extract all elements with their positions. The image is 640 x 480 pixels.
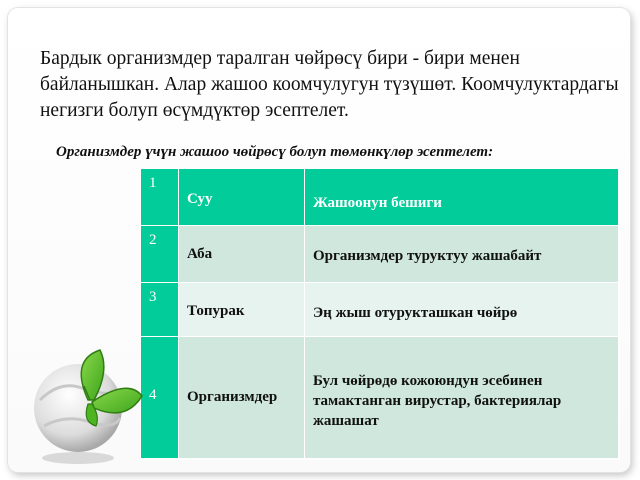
subtitle: Организмдер үчүн жашоо чөйрөсү болуп төмөнкүлөр эсептелет: [56,144,494,160]
environment-description: Бул чөйрөдө кожоюндун эсебинен тамактанган вирустар, бактериялар жашашат [305,337,619,459]
environment-description: Организмдер туруктуу жашабайт [305,226,619,283]
environment-name: Организмдер [179,337,305,459]
intro-text: Бардык организмдер таралган чөйрөсү бири - бири менен байланышкан. Алар жашоо коомчулугун түзүшөт. Коомчулуктардагы негизги болуп өсүмдүктөр эсептелет. [40,48,619,121]
environment-description: Эң жыш отурукташкан чөйрө [305,283,619,337]
environments-table [140,168,620,460]
environment-name: Аба [179,226,305,283]
row-number: 3 [141,283,179,337]
environment-description: Жашоонун бешиги [305,169,619,226]
globe-icon [34,364,122,464]
row-number: 1 [141,169,179,226]
environment-name: Топурак [179,283,305,337]
row-number: 4 [141,337,179,459]
environment-name: Суу [179,169,305,226]
row-number: 2 [141,226,179,283]
globe-butterfly-decoration [30,330,150,470]
